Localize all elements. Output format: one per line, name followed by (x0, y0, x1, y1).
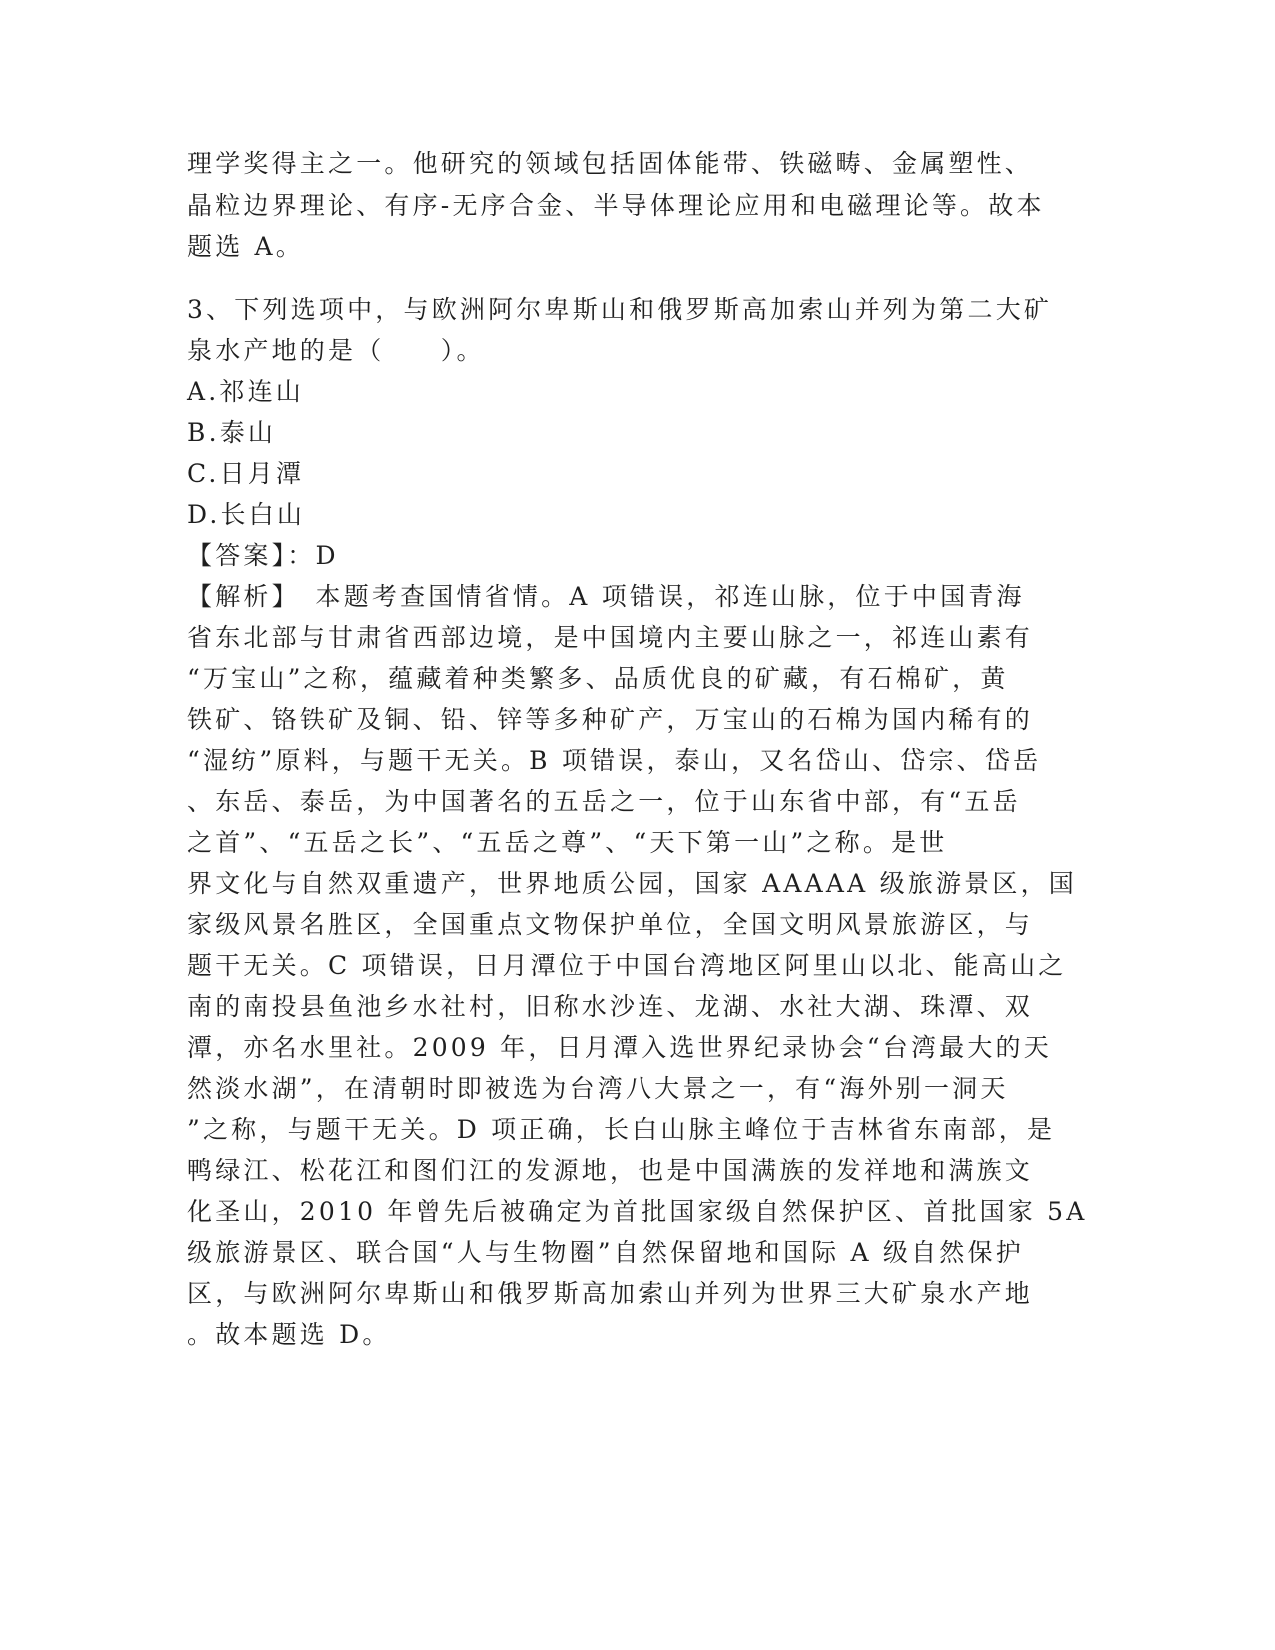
analysis-line: “万宝山”之称，蕴藏着种类繁多、品质优良的矿藏，有石棉矿，黄 (187, 664, 1009, 693)
analysis-line: 然淡水湖”，在清朝时即被选为台湾八大景之一，有“海外别一洞天 (187, 1074, 1009, 1103)
option-a: A.祁连山 (187, 377, 305, 406)
analysis-line: 、东岳、泰岳，为中国著名的五岳之一，位于山东省中部，有“五岳 (187, 787, 1021, 816)
analysis-line: 区，与欧洲阿尔卑斯山和俄罗斯高加索山并列为世界三大矿泉水产地 (187, 1279, 1034, 1308)
previous-analysis-line: 理学奖得主之一。他研究的领域包括固体能带、铁磁畴、金属塑性、 (187, 149, 1034, 178)
previous-analysis-line: 题选 A。 (187, 232, 305, 261)
analysis-line: 之首”、“五岳之长”、“五岳之尊”、“天下第一山”之称。是世 (187, 828, 948, 857)
answer-line: 【答案】：D (187, 541, 339, 570)
analysis-line: 家级风景名胜区，全国重点文物保护单位，全国文明风景旅游区，与 (187, 910, 1034, 939)
analysis-line: 界文化与自然双重遗产，世界地质公园，国家 AAAAA 级旅游景区，国 (187, 869, 1077, 898)
analysis-line: 铁矿、铬铁矿及铜、铅、锌等多种矿产，万宝山的石棉为国内稀有的 (187, 705, 1034, 734)
analysis-line: ”之称，与题干无关。D 项正确，长白山脉主峰位于吉林省东南部，是 (187, 1115, 1056, 1144)
analysis-line: 级旅游景区、联合国“人与生物圈”自然保留地和国际 A 级自然保护 (187, 1238, 1024, 1267)
analysis-line: 鸭绿江、松花江和图们江的发源地，也是中国满族的发祥地和满族文 (187, 1156, 1034, 1185)
option-c: C.日月潭 (187, 459, 305, 488)
previous-analysis-line: 晶粒边界理论、有序-无序合金、半导体理论应用和电磁理论等。故本 (187, 191, 1045, 220)
analysis-line: 化圣山，2010 年曾先后被确定为首批国家级自然保护区、首批国家 5A (187, 1197, 1088, 1226)
option-b: B.泰山 (187, 418, 277, 447)
analysis-line: 南的南投县鱼池乡水社村，旧称水沙连、龙湖、水社大湖、珠潭、双 (187, 992, 1034, 1021)
analysis-line: “湿纺”原料，与题干无关。B 项错误，泰山，又名岱山、岱宗、岱岳 (187, 746, 1042, 775)
analysis-line: 潭，亦名水里社。2009 年，日月潭入选世界纪录协会“台湾最大的天 (187, 1033, 1052, 1062)
analysis-line: 【解析】 本题考查国情省情。A 项错误，祁连山脉，位于中国青海 (187, 582, 1025, 611)
analysis-line: 。故本题选 D。 (187, 1320, 391, 1349)
option-d: D.长白山 (187, 500, 306, 529)
analysis-line: 题干无关。C 项错误，日月潭位于中国台湾地区阿里山以北、能高山之 (187, 951, 1067, 980)
analysis-line: 省东北部与甘肃省西部边境，是中国境内主要山脉之一，祁连山素有 (187, 623, 1034, 652)
question-stem: 3、下列选项中，与欧洲阿尔卑斯山和俄罗斯高加索山并列为第二大矿 (187, 295, 1053, 324)
question-stem: 泉水产地的是（ ）。 (187, 336, 485, 365)
